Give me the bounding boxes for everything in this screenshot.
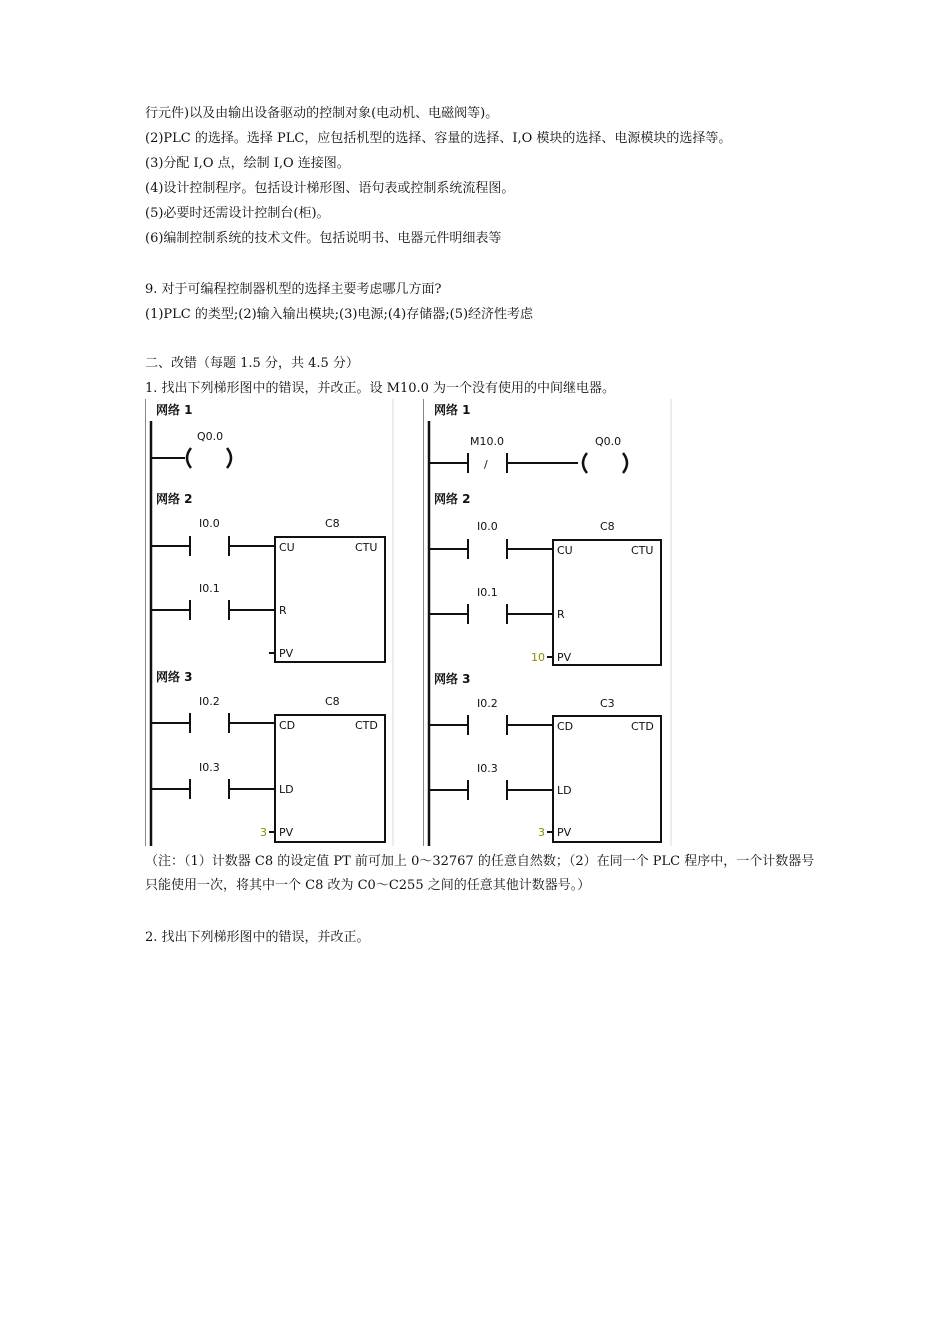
pv-value: 3 <box>260 826 267 839</box>
pin-ld: LD <box>279 783 294 796</box>
text-line-6: (6)编制控制系统的技术文件。包括说明书、电器元件明细表等 <box>145 231 502 246</box>
network-3-label: 网络 3 <box>434 672 471 686</box>
contact-i0-1-label: I0.1 <box>199 582 220 595</box>
network-3-label: 网络 3 <box>156 670 193 684</box>
contact-i0-0-label: I0.0 <box>477 520 498 533</box>
network-1-label: 网络 1 <box>434 403 471 417</box>
text-line-2: (2)PLC 的选择。选择 PLC，应包括机型的选择、容量的选择、I,O 模块的选择、电源模块的选择等。 <box>145 131 732 146</box>
text-line-5: (5)必要时还需设计控制台(柜)。 <box>145 206 330 221</box>
counter-ctd-box <box>553 716 661 842</box>
section-2-title: 二、改错（每题 1.5 分，共 4.5 分） <box>145 356 359 371</box>
question-9: 9. 对于可编程控制器机型的选择主要考虑哪几方面? <box>145 282 442 297</box>
contact-i0-0-label: I0.0 <box>199 517 220 530</box>
counter-ctu-box <box>553 540 661 665</box>
coil-q0-0-label: Q0.0 <box>197 430 224 443</box>
pin-cd: CD <box>279 719 296 732</box>
pin-cu: CU <box>557 544 573 557</box>
contact-m10-0-label: M10.0 <box>470 435 504 448</box>
counter-type-ctu: CTU <box>355 541 378 554</box>
contact-i0-2-label: I0.2 <box>199 695 220 708</box>
network-1-label: 网络 1 <box>156 403 193 417</box>
pin-r: R <box>279 604 287 617</box>
pin-r: R <box>557 608 565 621</box>
text-line-4: (4)设计控制程序。包括设计梯形图、语句表或控制系统流程图。 <box>145 181 515 196</box>
pin-pv-2: PV <box>557 826 572 839</box>
normally-closed-mark: / <box>484 458 488 471</box>
counter-c8-name: C8 <box>600 520 615 533</box>
counter-type-ctd: CTD <box>355 719 378 732</box>
pin-cd: CD <box>557 720 574 733</box>
contact-i0-3-label: I0.3 <box>199 761 220 774</box>
pin-pv: PV <box>279 647 294 660</box>
counter-c8-name: C8 <box>325 517 340 530</box>
contact-i0-1-label: I0.1 <box>477 586 498 599</box>
text-line-1: 行元件)以及由输出设备驱动的控制对象(电动机、电磁阀等)。 <box>145 106 499 121</box>
counter-type-ctd: CTD <box>631 720 654 733</box>
ladder-diagram-original <box>145 399 395 846</box>
ladder-svg-corrected <box>423 399 673 846</box>
contact-i0-2-label: I0.2 <box>477 697 498 710</box>
text-line-3: (3)分配 I,O 点，绘制 I,O 连接图。 <box>145 156 350 171</box>
pin-pv: PV <box>557 651 572 664</box>
counter-type-ctu: CTU <box>631 544 654 557</box>
counter-c3-name: C3 <box>600 697 615 710</box>
answer-9: (1)PLC 的类型;(2)输入输出模块;(3)电源;(4)存储器;(5)经济性考虑 <box>145 307 534 322</box>
counter-c8-name-2: C8 <box>325 695 340 708</box>
pin-cu: CU <box>279 541 295 554</box>
answer-note: （注：（1）计数器 C8 的设定值 PT 前可加上 0～32767 的任意自然数；（2）在同一个 PLC 程序中，一个计数器号只能使用一次，将其中一个 C8 改为 C0～C255 之间的任意其他计数器号。） <box>145 854 815 893</box>
question-1: 1. 找出下列梯形图中的错误，并改正。设 M10.0 为一个没有使用的中间继电器。 <box>145 381 616 396</box>
network-2-label: 网络 2 <box>156 492 193 506</box>
coil-q0-0-label: Q0.0 <box>595 435 622 448</box>
pv-value: 3 <box>538 826 545 839</box>
counter-ctd-box <box>275 715 385 842</box>
counter-ctu-box <box>275 537 385 662</box>
pin-ld: LD <box>557 784 572 797</box>
ladder-diagram-corrected <box>423 399 673 846</box>
network-2-label: 网络 2 <box>434 492 471 506</box>
question-2: 2. 找出下列梯形图中的错误，并改正。 <box>145 930 370 945</box>
ladder-svg-original <box>145 399 395 846</box>
contact-i0-3-label: I0.3 <box>477 762 498 775</box>
pv-value-10: 10 <box>531 651 545 664</box>
pin-pv-2: PV <box>279 826 294 839</box>
